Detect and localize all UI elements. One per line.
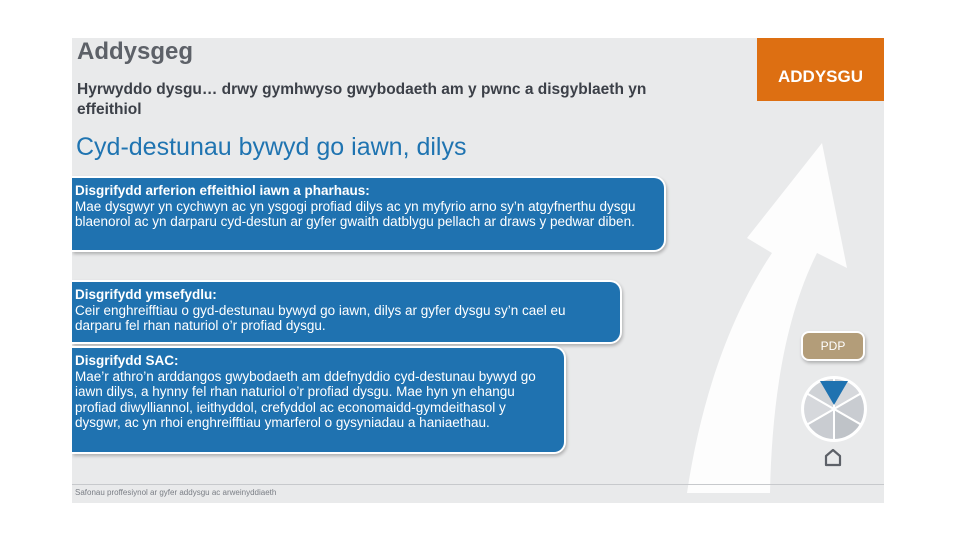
home-icon[interactable] [822, 446, 844, 468]
section-heading: Cyd-destunau bywyd go iawn, dilys [76, 133, 467, 161]
footer-divider [72, 484, 884, 485]
descriptor-card-establishment [72, 280, 622, 344]
descriptor-card-highly-effective [72, 176, 666, 252]
segment-wheel-icon[interactable] [798, 373, 870, 445]
slide [72, 38, 884, 503]
addysgu-tag: ADDYSGU [757, 38, 884, 101]
card-body: Mae dysgwyr yn cychwyn ac yn ysgogi profiad dilys ac yn myfyrio arno sy’n atgyfnerthu dysgu blaenorol ac yn darparu cyd-destun ar gyfer gwaith datblygu pellach ar draws y pedwar diben. [75, 198, 636, 229]
pdp-button[interactable]: PDP [801, 331, 865, 361]
card-body: Mae’r athro’n arddangos gwybodaeth am ddefnyddio cyd-destunau bywyd go iawn dilys, a hynny fel rhan naturiol o’r profiad dysgu. Mae hyn yn ehangu profiad diwylliannol, ieithyddol, crefyddol ac economaidd-gymdeithasol y dysgwr, ac yn rhoi enghreifftiau ymarferol o gysyniadau a haniaethau. [75, 368, 536, 430]
page-title: Addysgeg [77, 38, 194, 65]
card-body: Ceir enghreifftiau o gyd-destunau bywyd go iawn, dilys ar gyfer dysgu sy’n cael eu darparu fel rhan naturiol o’r profiad dysgu. [75, 302, 566, 333]
card-label: Disgrifydd ymsefydlu: [75, 287, 217, 302]
card-label: Disgrifydd SAC: [75, 353, 179, 368]
descriptor-card-sac [72, 346, 566, 454]
footer-text: Safonau proffesiynol ar gyfer addysgu ac arweinyddiaeth [75, 488, 277, 497]
card-label: Disgrifydd arferion effeithiol iawn a pharhaus: [75, 183, 370, 198]
subtitle: Hyrwyddo dysgu… drwy gymhwyso gwybodaeth am y pwnc a disgyblaeth yn effeithiol [77, 81, 647, 118]
